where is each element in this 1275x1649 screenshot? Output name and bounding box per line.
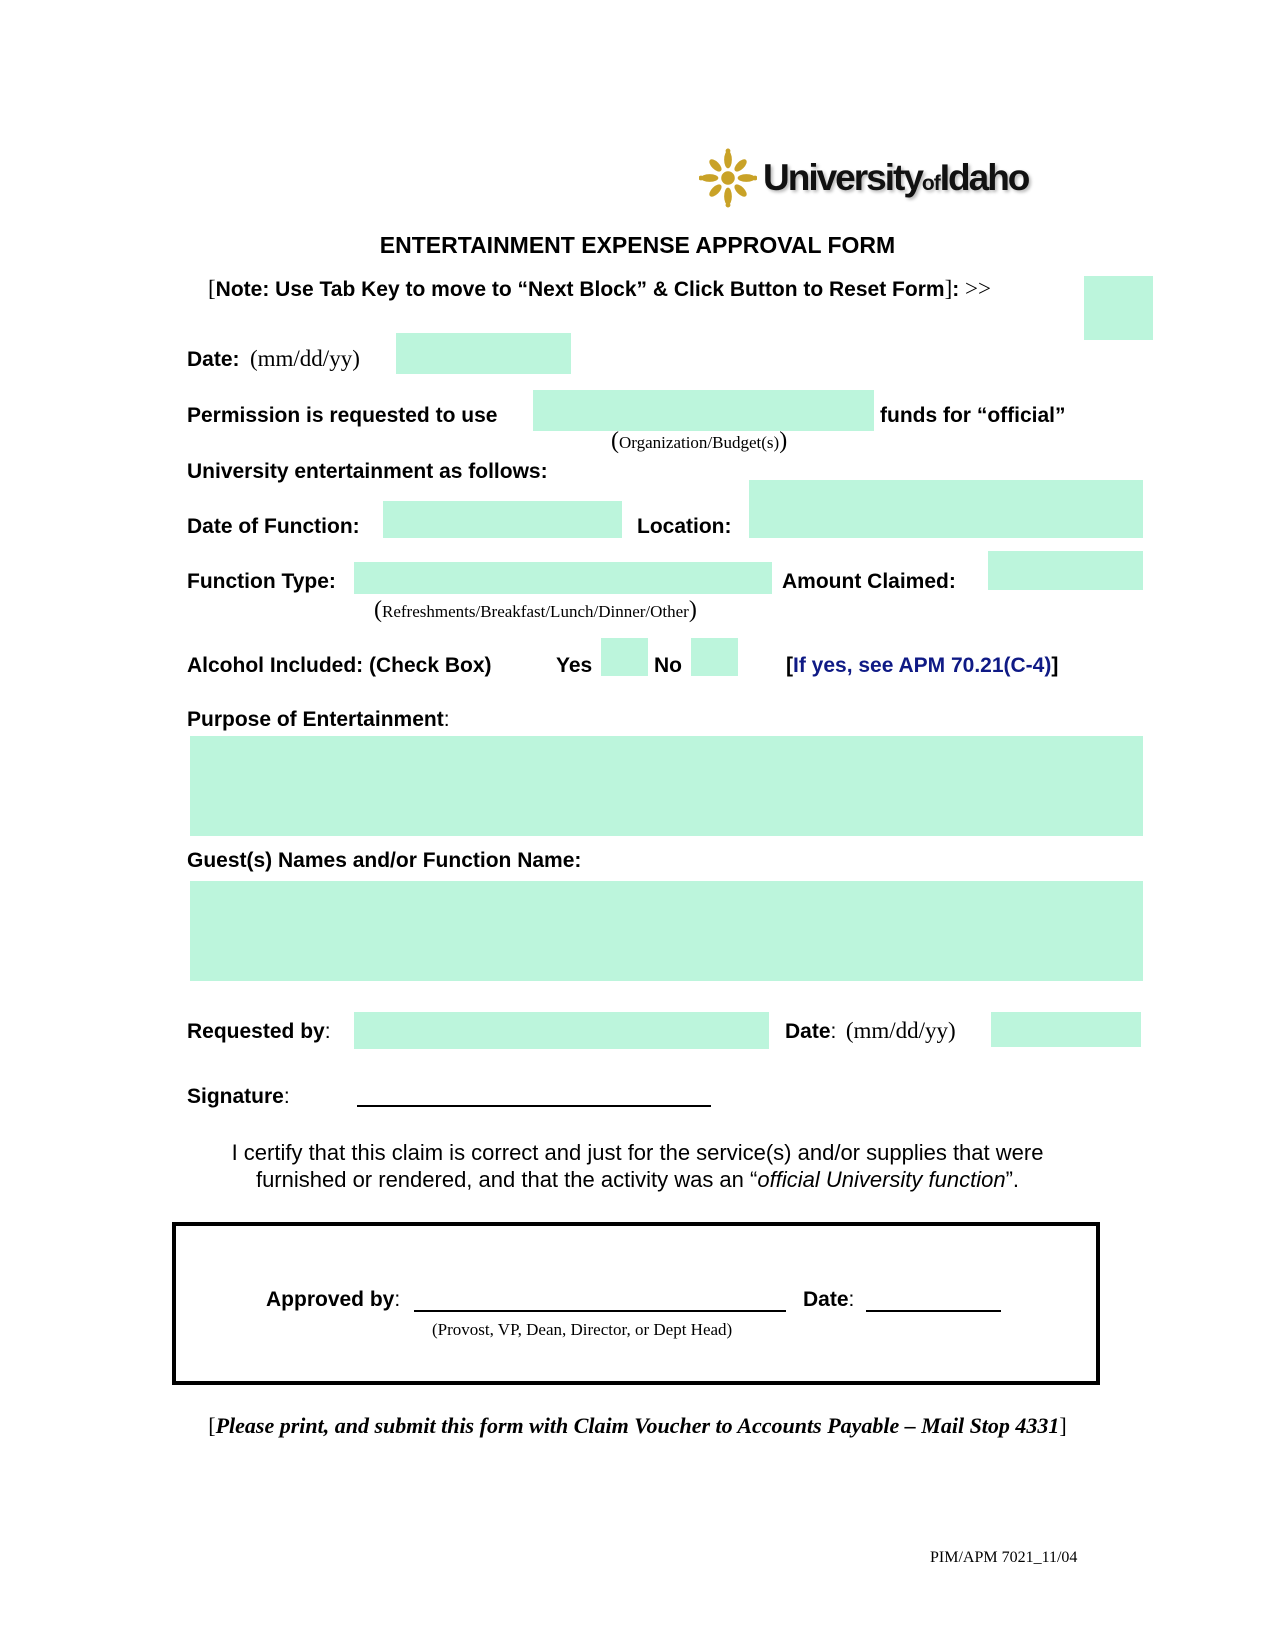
function-type-label: Function Type:: [187, 570, 336, 593]
date-of-function-label: Date of Function:: [187, 515, 360, 538]
org-hint-open: (: [611, 428, 619, 454]
form-title: ENTERTAINMENT EXPENSE APPROVAL FORM: [379, 232, 896, 258]
alcohol-included-label: Alcohol Included: (Check Box): [187, 654, 492, 677]
approval-date-row: [803, 1288, 854, 1312]
approved-by-colon: :: [394, 1288, 401, 1311]
logo-word-idaho: Idaho: [939, 157, 1029, 198]
requested-by-colon: :: [324, 1020, 331, 1043]
note-text: Note: Use Tab Key to move to “Next Block” & Click Button to Reset Form: [215, 278, 945, 301]
submit-instruction: [0, 1413, 1275, 1439]
function-hint-open: (: [374, 597, 382, 623]
reset-form-button[interactable]: [1084, 276, 1153, 340]
apm-bracket-open: [: [786, 654, 793, 677]
function-hint-text: Refreshments/Breakfast/Lunch/Dinner/Other: [382, 602, 689, 621]
guests-label: Guest(s) Names and/or Function Name:: [187, 849, 582, 872]
function-type-field[interactable]: [354, 562, 772, 594]
amount-claimed-label: Amount Claimed:: [782, 570, 956, 593]
organization-budget-field[interactable]: [533, 390, 874, 431]
permission-label: Permission is requested to use: [187, 404, 498, 427]
signature-colon: :: [283, 1085, 290, 1108]
signature-label: Signature: [187, 1085, 284, 1108]
date-label: Date:: [187, 348, 240, 371]
purpose-colon: :: [443, 708, 450, 731]
date-of-function-field[interactable]: [383, 501, 622, 538]
approval-box: [172, 1222, 1100, 1385]
note-bracket-close: ]: [944, 276, 953, 301]
purpose-field[interactable]: [190, 736, 1143, 836]
approval-date-line: [866, 1310, 1001, 1312]
location-label: Location:: [637, 515, 732, 538]
logo-word-of: of: [921, 172, 940, 195]
approver-title-hint: (Provost, VP, Dean, Director, or Dept Head): [432, 1320, 733, 1339]
apm-bracket-close: ]: [1051, 654, 1059, 677]
certification-text: [0, 1139, 1275, 1193]
approved-by-row: [266, 1288, 400, 1312]
alcohol-yes-label: Yes: [556, 654, 593, 677]
approval-date-colon: :: [848, 1288, 855, 1311]
request-date-colon: :: [830, 1020, 837, 1043]
certification-line-2: [0, 1166, 1275, 1193]
requested-by-label: Requested by: [187, 1020, 325, 1043]
date-hint: (mm/dd/yy): [249, 346, 360, 371]
requested-by-row: [187, 1020, 331, 1044]
signature-line: [357, 1105, 711, 1107]
form-code: PIM/APM 7021_11/04: [930, 1549, 1078, 1566]
tab-key-note: [208, 276, 991, 302]
university-entertainment-label: University entertainment as follows:: [187, 460, 548, 483]
submit-bracket-close: ]: [1059, 1413, 1067, 1438]
note-bracket-open: [: [208, 276, 216, 301]
request-date-label: Date: [785, 1020, 831, 1043]
certification-line-1: I certify that this claim is correct and just for the service(s) and/or supplies that were: [231, 1140, 1044, 1165]
approved-by-label: Approved by: [266, 1288, 395, 1311]
apm-link[interactable]: If yes, see APM 70.21(C-4): [793, 654, 1052, 677]
logo-wordmark: [763, 157, 1028, 199]
function-hint-close: ): [688, 597, 697, 623]
org-hint-close: ): [779, 428, 788, 454]
alcohol-no-checkbox[interactable]: [691, 638, 738, 676]
submit-text: Please print, and submit this form with Claim Voucher to Accounts Payable – Mail Stop 4331: [215, 1413, 1060, 1438]
note-arrow: >>: [959, 276, 991, 301]
sunburst-icon: [699, 148, 757, 208]
note-colon: :: [952, 278, 960, 301]
approval-date-label: Date: [803, 1288, 849, 1311]
certification-line-2-end: ”.: [1005, 1167, 1020, 1192]
request-date-row: [785, 1018, 956, 1044]
requested-by-field[interactable]: [354, 1012, 769, 1049]
purpose-label: Purpose of Entertainment: [187, 708, 444, 731]
guests-field[interactable]: [190, 881, 1143, 981]
location-field[interactable]: [749, 480, 1143, 538]
official-function-text: official University function: [757, 1167, 1006, 1192]
university-logo: [695, 145, 1035, 215]
date-row: [187, 346, 360, 372]
org-hint-text: Organization/Budget(s): [619, 433, 780, 452]
certification-line-2-start: furnished or rendered, and that the activity was an “: [255, 1167, 758, 1192]
funds-label: funds for “official”: [880, 404, 1066, 427]
signature-row: [187, 1085, 290, 1109]
submit-bracket-open: [: [208, 1413, 216, 1438]
request-date-hint: (mm/dd/yy): [845, 1018, 956, 1043]
purpose-label-row: [187, 708, 450, 732]
function-type-hint: [374, 597, 697, 624]
amount-claimed-field[interactable]: [988, 551, 1143, 590]
organization-budget-hint: [611, 428, 787, 455]
date-field[interactable]: [396, 333, 571, 374]
apm-reference: [786, 654, 1058, 678]
request-date-field[interactable]: [991, 1012, 1141, 1047]
logo-word-university: University: [763, 157, 922, 198]
alcohol-no-label: No: [654, 654, 682, 677]
approved-by-line: [414, 1310, 786, 1312]
alcohol-yes-checkbox[interactable]: [601, 638, 648, 676]
